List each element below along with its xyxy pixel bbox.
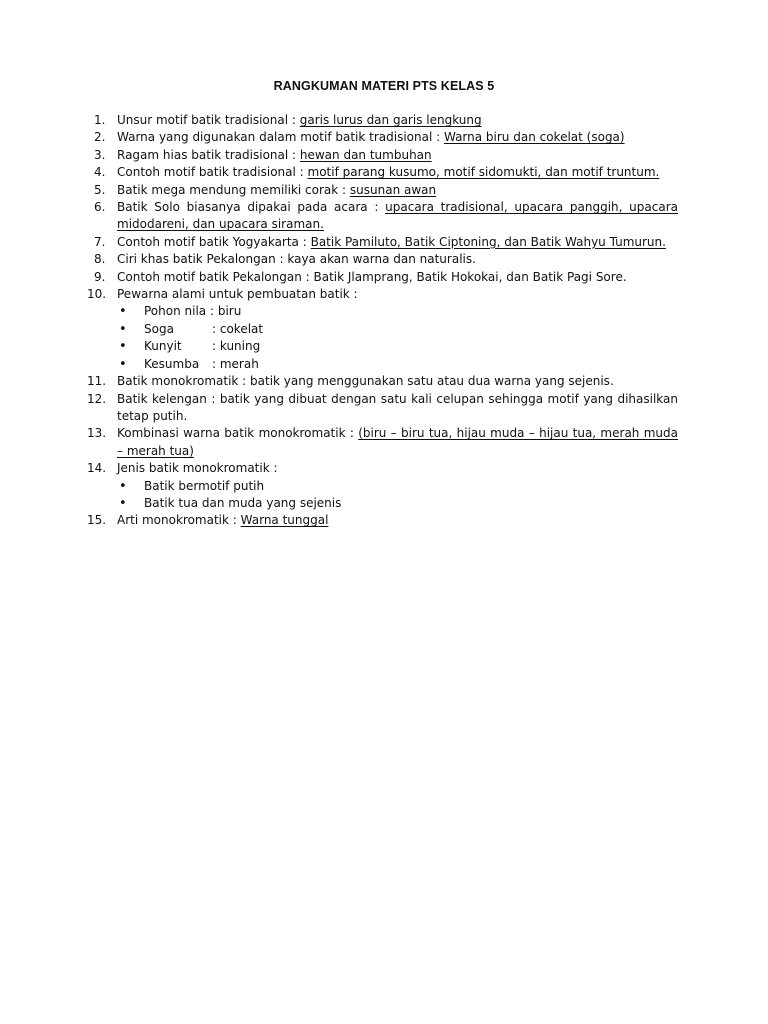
list-item-12 [87, 391, 678, 426]
bullet-item-pewarna [90, 321, 678, 338]
pewarna-label: Kunyit [144, 339, 182, 354]
item-text: Pewarna alami untuk pembuatan batik : [117, 287, 358, 302]
item-answer: (biru – biru tua, hijau muda – hijau tua, merah muda – merah tua) [117, 426, 678, 458]
list-item-15 [87, 512, 678, 529]
item-answer: susunan awan [349, 182, 437, 197]
pewarna-value: : cokelat [212, 321, 264, 336]
list-item-6 [90, 199, 678, 234]
item-text: Ragam hias batik tradisional : [117, 147, 300, 162]
list-item-2 [90, 129, 678, 146]
item-answer: motif parang kusumo, motif sidomukti, dan motif truntum. [307, 165, 660, 180]
list-item-1 [90, 112, 678, 129]
list-item-11 [87, 373, 678, 390]
list-item-5 [90, 182, 678, 199]
list-item-3 [90, 147, 678, 164]
item-number: 5. [94, 182, 106, 197]
item-number: 7. [94, 234, 106, 249]
item-number: 4. [94, 165, 106, 180]
list-item-10 [87, 286, 678, 303]
bullet-icon: • [119, 304, 127, 320]
item-text: Contoh motif batik Yogyakarta : [117, 234, 311, 249]
list-item-4 [90, 164, 678, 181]
pewarna-value: : kuning [212, 339, 261, 354]
item-text: Ciri khas batik Pekalongan : kaya akan warna dan naturalis. [117, 252, 476, 267]
item-number: 13. [87, 426, 107, 441]
bullet-icon: • [119, 478, 127, 494]
pewarna-label: Soga [144, 321, 174, 336]
list-item-9 [90, 269, 678, 286]
item-number: 3. [94, 147, 106, 162]
list-item-7 [90, 234, 678, 251]
item-answer: Warna biru dan cokelat (soga) [443, 130, 625, 145]
item-text: Contoh motif batik Pekalongan : Batik Jlamprang, Batik Hokokai, dan Batik Pagi Sore. [117, 269, 627, 284]
item-number: 11. [87, 374, 107, 389]
item-number: 1. [94, 113, 106, 127]
page-title: RANGKUMAN MATERI PTS KELAS 5 [273, 79, 495, 93]
bullet-item-jenis [90, 495, 678, 512]
item-text: Batik mega mendung memiliki corak : [117, 182, 350, 197]
item-number: 14. [87, 461, 107, 476]
pewarna-label: Kesumba [144, 356, 200, 371]
item-text: Batik Solo biasanya dipakai pada acara : [117, 200, 386, 215]
item-answer: Batik Pamiluto, Batik Ciptoning, dan Batik Wahyu Tumurun. [310, 234, 666, 249]
list-item-8 [90, 251, 678, 268]
bullet-item-pewarna [90, 338, 678, 355]
item-text: Batik monokromatik : batik yang menggunakan satu atau dua warna yang sejenis. [117, 374, 614, 389]
item-number: 6. [94, 200, 106, 215]
bullet-item-pewarna [90, 356, 678, 373]
item-text: Warna yang digunakan dalam motif batik tradisional : [117, 130, 444, 145]
item-number: 10. [87, 287, 107, 302]
item-answer: Warna tunggal [240, 513, 329, 528]
numbered-list [87, 112, 678, 530]
item-text: Unsur motif batik tradisional : [117, 113, 300, 127]
jenis-text: Batik bermotif putih [144, 478, 265, 493]
item-text: Batik kelengan : batik yang dibuat dengan satu kali celupan sehingga motif yang dihasilkan tetap putih. [117, 391, 678, 423]
bullet-icon: • [119, 339, 127, 355]
bullet-item-jenis [90, 478, 678, 495]
pewarna-value: : biru [209, 304, 242, 319]
jenis-text: Batik tua dan muda yang sejenis [144, 495, 342, 510]
item-number: 2. [94, 130, 106, 145]
item-answer: hewan dan tumbuhan [299, 147, 432, 162]
list-item-14 [87, 460, 678, 477]
item-answer: garis lurus dan garis lengkung [299, 113, 482, 127]
bullet-icon: • [119, 495, 127, 511]
item-number: 15. [87, 513, 107, 528]
bullet-icon: • [119, 321, 127, 337]
item-number: 8. [94, 252, 106, 267]
pewarna-label: Pohon nila [144, 304, 207, 319]
pewarna-value: : merah [212, 356, 259, 371]
bullet-icon: • [119, 356, 127, 372]
item-text: Arti monokromatik : [117, 513, 241, 528]
item-number: 12. [87, 391, 107, 406]
item-text: Jenis batik monokromatik : [117, 461, 278, 476]
item-text: Contoh motif batik tradisional : [117, 165, 308, 180]
bullet-item-pewarna [90, 303, 678, 320]
list-item-13 [87, 425, 678, 460]
item-number: 9. [94, 269, 106, 284]
item-text: Kombinasi warna batik monokromatik : [117, 426, 359, 441]
item-answer: upacara tradisional, upacara panggih, upacara midodareni, dan upacara siraman. [117, 200, 678, 232]
